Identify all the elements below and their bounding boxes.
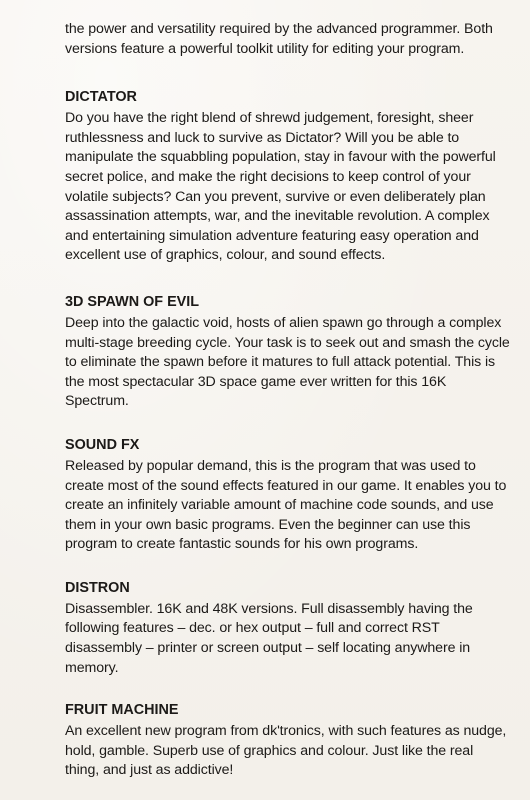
section-sound-fx [65, 436, 510, 555]
section-body-3d-spawn-of-evil: Deep into the galactic void, hosts of alien spawn go through a complex multi-stage breeding cycle. Your task is to seek out and smash the cycle to eliminate the spawn before it matures to full attack potential. This is the most spectacular 3D space game ever written for this 16K Spectrum. [65, 314, 510, 410]
section-body-dictator: Do you have the right blend of shrewd judgement, foresight, sheer ruthlessness and luck to survive as Dictator? Will you be able to manipulate the squabbling population, stay in favour with the powerful secret police, and make the right decisions to keep control of your volatile subjects? Can you prevent, survive or even deliberately plan assassination attempts, war, and the inevitable revolution. A complex and entertaining simulation adventure featuring easy operation and excellent use of graphics, colour, and sound effects. [65, 110, 496, 264]
section-dictator [65, 88, 510, 266]
section-title-sound-fx: SOUND FX [65, 436, 140, 453]
section-body-sound-fx: Released by popular demand, this is the program that was used to create most of the sound effects featured in our game. It enables you to create an infinitely variable amount of machine code sounds, and use them in your own basic programs. Even the beginner can use this program to create fantastic sounds for his own programs. [65, 457, 507, 553]
section-distron [65, 579, 510, 678]
section-body-distron: Disassembler. 16K and 48K versions. Full disassembly having the following features – dec. or hex output – full and correct RST disassembly – printer or screen output – self locating anywhere in memory. [65, 600, 473, 676]
section-title-3d-spawn-of-evil: 3D SPAWN OF EVIL [65, 293, 200, 310]
section-title-dictator: DICTATOR [65, 89, 137, 106]
section-3d-spawn-of-evil [65, 293, 510, 412]
section-title-fruit-machine: FRUIT MACHINE [65, 702, 179, 719]
section-title-distron: DISTRON [65, 579, 130, 596]
section-body-fruit-machine: An excellent new program from dk'tronics, with such features as nudge, hold, gamble. Superb use of graphics and colour. Just like the real thing, and just as addictive! [65, 723, 507, 779]
section-fruit-machine [65, 701, 510, 781]
intro-paragraph: the power and versatility required by the advanced programmer. Both versions feature a powerful toolkit utility for editing your program. [65, 21, 493, 57]
